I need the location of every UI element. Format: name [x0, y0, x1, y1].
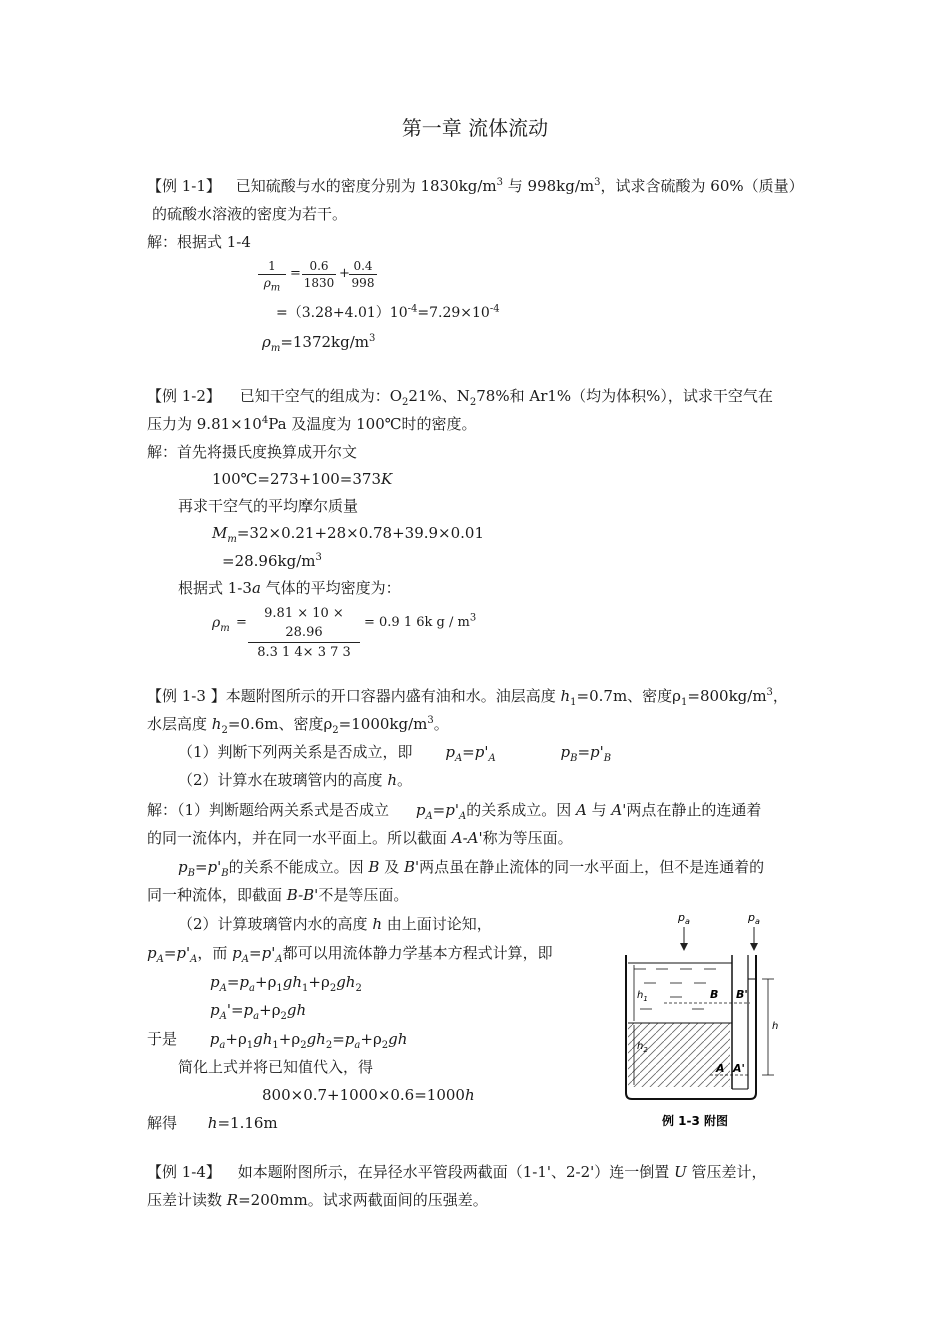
solution-line: 解：首先将摄氏度换算成开尔文	[147, 443, 358, 461]
example-tag: 【例 1-3 】	[147, 687, 226, 705]
pa-label-right: $p_a$	[748, 911, 760, 926]
example-tag: 【例 1-4】	[147, 1163, 221, 1181]
water-layer	[628, 1023, 730, 1087]
solution-line: 简化上式并将已知值代入，得	[178, 1058, 374, 1076]
container-figure	[600, 905, 810, 1137]
solution-line: $p_B=p'_B$的关系不能成立。因 B 及 B'两点虽在静止流体的同一水平面上，但不是连通着的	[178, 858, 765, 879]
equation-pA: $p_A=p_a+\rho_1gh_1+\rho_2gh_2$	[210, 973, 362, 994]
example-1-1-line-1: 【例 1-1】 已知硫酸与水的密度分别为 $1830kg/m^3$ 与 $998kg/m^3$，试求含硫酸为 60%（质量）	[147, 177, 804, 195]
solution-line: $p_A=p'_A$，而 $p_A=p'_A$都可以用流体静力学基本方程式计算，即	[147, 944, 553, 965]
point-B: B	[710, 988, 719, 1001]
molar-mass-result: $=28.96kg/m^3$	[222, 552, 322, 570]
svg-text:h2: $h_2$	[637, 1041, 648, 1054]
solution-line: 解：（1）判断题给两关系式是否成立 $p_A=p'_A$的关系成立。因 A 与 A'两点在静止的连通着	[147, 801, 762, 822]
point-B-prime: B'	[736, 988, 748, 1001]
question-2: （2）计算水在玻璃管内的高度 h。	[178, 771, 413, 789]
point-A-prime: A'	[733, 1062, 745, 1075]
svg-text:h1: $h_1$	[637, 990, 648, 1003]
answer: 解得 h=1.16m	[147, 1114, 278, 1132]
svg-text:h: h	[772, 1021, 779, 1032]
equation-pA-prime: $p_A'=p_a+\rho_2gh$	[210, 1001, 307, 1022]
solution-line: 再求干空气的平均摩尔质量	[178, 497, 359, 515]
calculation: 800×0.7+1000×0.6=1000h	[262, 1086, 475, 1104]
question-1: （1）判断下列两关系是否成立，即 $p_A=p'_A$ $p_B=p'_B$	[178, 743, 612, 764]
example-1-3-line-2: 水层高度 $h_2=0.6m$、密度$\rho_2=1000kg/m^3$。	[147, 715, 449, 736]
solution-line: 根据式 1-3a 气体的平均密度为：	[178, 579, 401, 597]
molar-mass-formula: $M_m=32\times 0.21+28\times 0.78+39.9\times 0.01$	[212, 524, 485, 545]
solution-label: 解：根据式 1-4	[147, 233, 251, 251]
solution-line: 的同一流体内，并在同一水平面上。所以截面 A-A'称为等压面。	[147, 829, 573, 847]
example-1-4-line-2: 压差计读数 R=200mm。试求两截面间的压强差。	[147, 1191, 488, 1209]
temperature-conversion: 100℃=273+100=373K	[212, 470, 393, 488]
equation-combined: 于是 $p_a+\rho_1gh_1+\rho_2gh_2=p_a+\rho_2gh$	[147, 1030, 408, 1051]
example-1-3-line-1: 【例 1-3 】本题附图所示的开口容器内盛有油和水。油层高度 $h_1=0.7m$、密度$\rho_1=800kg/m^3$，	[147, 687, 788, 708]
example-1-2-line-1: 【例 1-2】 已知干空气的组成为：$O_221\%$、$N_278\%$和 Ar1%（均为体积%），试求干空气在	[147, 387, 773, 408]
example-1-4-line-1: 【例 1-4】 如本题附图所示，在异径水平管段两截面（1-1'、2-2'）连一倒置 U 管压差计，	[147, 1163, 767, 1181]
figure-caption: 例 1-3 附图	[662, 1114, 729, 1128]
down-arrow-icon	[750, 927, 758, 951]
density-result: $\rho_m=1372kg/m^3$	[262, 333, 376, 354]
point-A: A	[716, 1062, 725, 1075]
down-arrow-icon	[680, 927, 688, 951]
example-tag: 【例 1-1】	[147, 177, 221, 195]
solution-line: （2）计算玻璃管内水的高度 h 由上面讨论知，	[178, 915, 492, 933]
pa-label-left: $p_a$	[678, 911, 690, 926]
example-1-1-line-2: 的硫酸水溶液的密度为若干。	[152, 205, 348, 223]
density-step: $=(3.28+4.01)10^{-4}=7.29\times 10^{-4}$	[276, 303, 500, 321]
solution-line: 同一种流体，即截面 B-B'不是等压面。	[147, 886, 409, 904]
example-1-2-line-2: 压力为 $9.81\times 10^4Pa$ 及温度为 100℃时的密度。	[147, 415, 477, 433]
example-tag: 【例 1-2】	[147, 387, 221, 405]
chapter-title: 第一章 流体流动	[401, 116, 549, 140]
